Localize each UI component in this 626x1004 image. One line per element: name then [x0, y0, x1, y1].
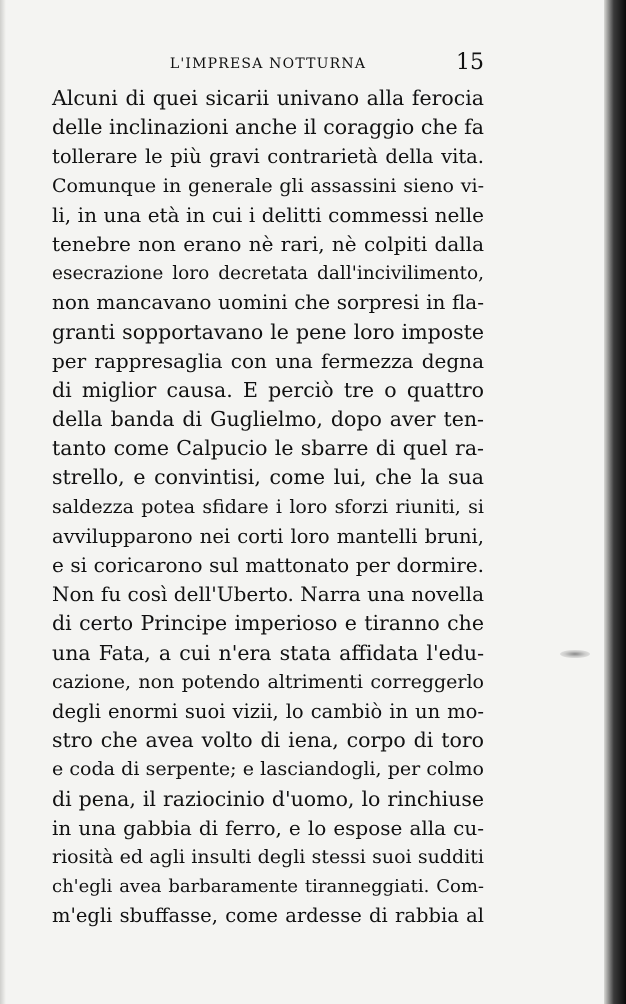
text-line: tanto come Calpucio le sbarre di quel ra-: [52, 436, 484, 461]
text-line: saldezza potea sfidare i loro sforzi riuniti, si: [52, 495, 484, 518]
text-line: della banda di Guglielmo, dopo aver ten-: [52, 407, 484, 432]
text-line: per rappresaglia con una fermezza degna: [52, 348, 484, 373]
text-line: non mancavano uomini che sorpresi in fla-: [52, 290, 484, 315]
page-header: [52, 50, 484, 80]
paper-speck: [560, 650, 590, 658]
text-line: granti sopportavano le pene loro imposte: [52, 319, 484, 344]
text-line: e coda di serpente; e lasciandogli, per colmo: [52, 758, 484, 781]
text-line: in una gabbia di ferro, e lo espose alla cu-: [52, 815, 484, 840]
text-line: degli enormi suoi vizii, lo cambiò in un mo-: [52, 699, 484, 723]
text-line: cazione, non potendo altrimenti correggerlo: [52, 670, 484, 693]
text-line: e si coricarono sul mattonato per dormire.: [52, 553, 484, 577]
text-line: esecrazione loro decretata dall'incivilimento,: [52, 263, 484, 285]
text-line: di miglior causa. E perciò tre o quattro: [52, 377, 484, 402]
text-line: ch'egli avea barbaramente tiranneggiati. Com-: [52, 876, 484, 898]
text-line: tenebre non erano nè rari, nè colpiti dalla: [52, 231, 484, 256]
text-line: delle inclinazioni anche il coraggio che fa: [52, 115, 484, 140]
text-line: li, in una età in cui i delitti commessi nelle: [52, 202, 484, 227]
text-line: di certo Principe imperioso e tiranno che: [52, 611, 484, 636]
page-binding-shadow: [604, 0, 626, 1004]
body-text: [52, 84, 484, 930]
text-line: tollerare le più gravi contrarietà della vita.: [52, 145, 484, 169]
text-line: Comunque in generale gli assassini sieno vi-: [52, 174, 484, 197]
page-number: 15: [456, 50, 484, 75]
text-line: Alcuni di quei sicarii univano alla ferocia: [52, 86, 484, 110]
text-line: una Fata, a cui n'era stata affidata l'edu-: [52, 640, 484, 665]
text-line: avvilupparono nei corti loro mantelli bruni,: [52, 524, 484, 548]
running-title: L'IMPRESA NOTTURNA: [169, 56, 367, 72]
text-line: m'egli sbuffasse, come ardesse di rabbia al: [52, 904, 484, 928]
text-line: strello, e convintisi, come lui, che la sua: [52, 465, 484, 490]
text-line: riosità ed agli insulti degli stessi suoi sudditi: [52, 845, 484, 868]
text-line: Non fu così dell'Uberto. Narra una novella: [52, 582, 484, 607]
text-line: stro che avea volto di iena, corpo di toro: [52, 728, 484, 753]
page-left-edge: [0, 0, 6, 1004]
text-line: di pena, il raziocinio d'uomo, lo rinchiuse: [52, 786, 484, 811]
